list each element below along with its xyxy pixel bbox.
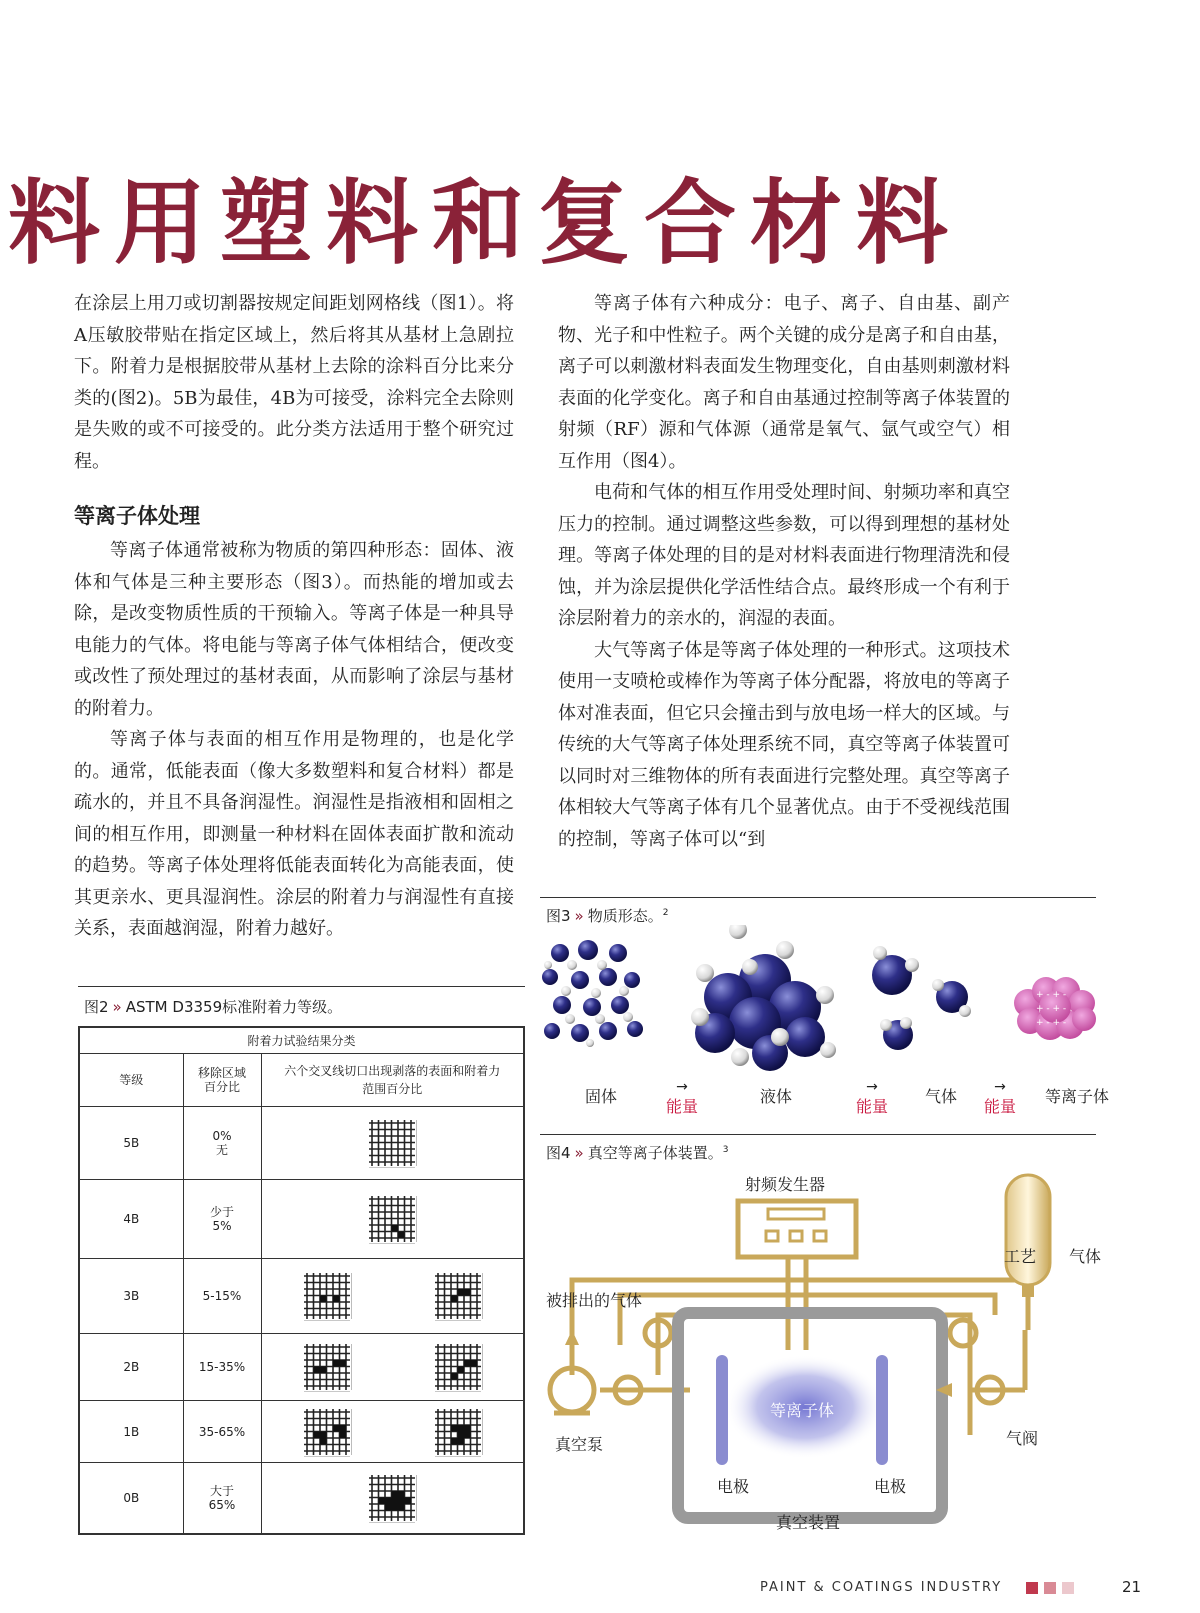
energy-arrow: → 能量: [666, 1079, 699, 1116]
column-header-grade: 等级: [79, 1053, 183, 1106]
fig4-caption: [546, 1142, 728, 1163]
table-title: 附着力试验结果分类: [79, 1027, 524, 1053]
table-row: [79, 1463, 524, 1534]
paragraph: 等离子体与表面的相互作用是物理的，也是化学的。通常，低能表面（像大多数塑料和复合材料）都是疏水的，并且不具备润湿性。润湿性是指液相和固相之间的相互作用，即测量一种材料在固体表面扩散和流动的趋势。等离子体处理将低能表面转化为高能表面，使其更亲水、更具湿润性。涂层的附着力与润湿性有直接关系，表面越润湿，附着力越好。: [74, 729, 514, 939]
pct-cell: 少于 5%: [183, 1179, 261, 1258]
grade-cell: 2B: [79, 1333, 183, 1400]
svg-text:+ - + -: + - + -: [1036, 1004, 1067, 1014]
rf-generator-label: 射频发生器: [745, 1175, 826, 1194]
energy-arrow: → 能量: [856, 1079, 889, 1116]
grade-cell: 5B: [79, 1106, 183, 1179]
gas-label: 气体: [1069, 1247, 1102, 1266]
paragraph: 等离子体有六种成分：电子、离子、自由基、副产物、光子和中性粒子。两个关键的成分是离子和自由基，离子可以刺激材料表面发生物理变化，自由基则刺激材料表面的化学变化。离子和自由基通过控制等离子体装置的射频（RF）源和气体源（通常是氧气、氩气或空气）相互作用（图4）。: [558, 293, 1010, 472]
figure-rule: [540, 897, 1096, 898]
fig-label: 图3: [546, 907, 571, 925]
paragraph: 电荷和气体的相互作用受处理时间、射频功率和真空压力的控制。通过调整这些参数，可以得到理想的基材处理。等离子体处理的目的是对材料表面进行物理清洗和侵蚀，并为涂层提供化学活性结合点。最终形成一个有利于涂层附着力的亲水的，润湿的表面。: [558, 482, 1010, 629]
fig-label: 图2: [84, 998, 109, 1016]
electrode-label: 电极: [717, 1477, 750, 1496]
left-column: [74, 288, 514, 945]
footnote-ref: 3: [722, 1145, 729, 1155]
state-label-solid: 固体: [585, 1087, 618, 1106]
grade-cell: 1B: [79, 1400, 183, 1463]
footer-square: [1026, 1582, 1038, 1594]
energy-arrow: → 能量: [984, 1079, 1017, 1116]
figure-rule: [78, 986, 525, 987]
pct-cell: 15-35%: [183, 1333, 261, 1400]
state-label-plasma: 等离子体: [1045, 1087, 1110, 1106]
caption-arrow: »: [574, 907, 584, 925]
solid-molecule-icon: [542, 940, 643, 1047]
figure-rule: [540, 1134, 1096, 1135]
fig3-caption: [546, 905, 668, 926]
right-column: [558, 288, 1010, 855]
paragraph: 等离子体通常被称为物质的第四种形态：固体、液体和气体是三种主要形态（图3）。而热能的增加或去除，是改变物质性质的干预输入。等离子体是一种具导电能力的气体。将电能与等离子体气体相结合，便改变或改性了预处理过的基材表面，从而影响了涂层与基材的附着力。: [74, 540, 514, 719]
vacuum-plasma-diagram: [540, 1165, 1100, 1550]
pct-cell: 大于 65%: [183, 1463, 261, 1534]
crosshatch-grid: [367, 1118, 417, 1168]
crosshatch-cell: [261, 1106, 524, 1179]
crosshatch-grid: [433, 1342, 483, 1392]
crosshatch-grid: [367, 1194, 417, 1244]
crosshatch-cell: [261, 1400, 524, 1463]
paragraph: 大气等离子体是等离子体处理的一种形式。这项技术使用一支喷枪或棒作为等离子体分配器，将放电的等离子体对准表面，但它只会撞击到与放电场一样大的区域。与传统的大气等离子体处理系统不同，真空等离子体装置可以同时对三维物体的所有表面进行完整处理。真空等离子体相较大气等离子体有几个显著优点。由于不受视线范围的控制，等离子体可以“到: [558, 639, 1010, 850]
caption-text: 物质形态。: [587, 907, 663, 925]
plasma-label: 等离子体: [770, 1401, 835, 1420]
caption-text: 真空等离子体装置。: [587, 1144, 723, 1162]
crosshatch-grid: [433, 1271, 483, 1321]
column-header-removed: 移除区域 百分比: [183, 1053, 261, 1106]
paragraph: 在涂层上用刀或切割器按规定间距划网格线（图1）。将A压敏胶带贴在指定区域上，然后将其从基材上急剧拉下。附着力是根据胶带从基材上去除的涂料百分比来分类的(图2)。5B为最佳，4B为可接受，涂料完全去除则是失败的或不可接受的。此分类方法适用于整个研究过程。: [74, 293, 514, 472]
svg-text:+ - + -: + - + -: [1036, 990, 1067, 1000]
electrode-left: [716, 1355, 728, 1465]
state-label-liquid: 液体: [760, 1087, 793, 1106]
table-row: [79, 1179, 524, 1258]
state-label-gas: 气体: [925, 1087, 958, 1106]
grade-cell: 0B: [79, 1463, 183, 1534]
page-title: 料用塑料和复合材料: [8, 170, 963, 277]
caption-text: ASTM D3359标准附着力等级。: [125, 998, 343, 1016]
vacuum-pump-label: 真空泵: [555, 1435, 604, 1454]
pct-cell: 0% 无: [183, 1106, 261, 1179]
electrode-label: 电极: [874, 1477, 907, 1496]
footnote-ref: 2: [662, 908, 669, 918]
pct-cell: 35-65%: [183, 1400, 261, 1463]
gas-molecule-icon: [872, 946, 971, 1050]
crosshatch-grid: [433, 1407, 483, 1457]
page-number: 21: [1122, 1578, 1142, 1596]
svg-text:+ - + -: + - + -: [1036, 1018, 1067, 1028]
crosshatch-grid: [302, 1271, 352, 1321]
crosshatch-grid: [367, 1473, 417, 1523]
crosshatch-grid: [302, 1342, 352, 1392]
exhaust-label: 被排出的气体: [546, 1291, 643, 1310]
states-of-matter-illustration: [540, 925, 1100, 1085]
vacuum-unit-label: 真空装置: [776, 1513, 841, 1532]
process-label: 工艺: [1004, 1247, 1037, 1266]
electrode-right: [876, 1355, 888, 1465]
section-heading: 等离子体处理: [74, 504, 200, 528]
caption-arrow: »: [112, 998, 122, 1016]
footer-square: [1062, 1582, 1074, 1594]
table-row: [79, 1106, 524, 1179]
adhesion-table: [78, 1026, 525, 1535]
crosshatch-cell: [261, 1333, 524, 1400]
column-header-surface: 六个交叉线切口出现剥落的表面和附着力 范围百分比: [261, 1053, 524, 1106]
table-row: [79, 1400, 524, 1463]
caption-arrow: »: [574, 1144, 584, 1162]
fig-label: 图4: [546, 1144, 571, 1162]
gas-cylinder: [1006, 1175, 1050, 1285]
valve-label: 气阀: [1006, 1429, 1039, 1448]
table-row: [79, 1258, 524, 1333]
footer-square: [1044, 1582, 1056, 1594]
grade-cell: 3B: [79, 1258, 183, 1333]
footer-brand: PAINT & COATINGS INDUSTRY: [760, 1580, 1003, 1595]
crosshatch-cell: [261, 1258, 524, 1333]
pct-cell: 5-15%: [183, 1258, 261, 1333]
crosshatch-cell: [261, 1179, 524, 1258]
crosshatch-grid: [302, 1407, 352, 1457]
crosshatch-cell: [261, 1463, 524, 1534]
fig2-caption: [84, 996, 342, 1017]
table-row: [79, 1333, 524, 1400]
plasma-cloud-icon: [1014, 977, 1096, 1040]
grade-cell: 4B: [79, 1179, 183, 1258]
liquid-molecule-icon: [691, 925, 836, 1071]
